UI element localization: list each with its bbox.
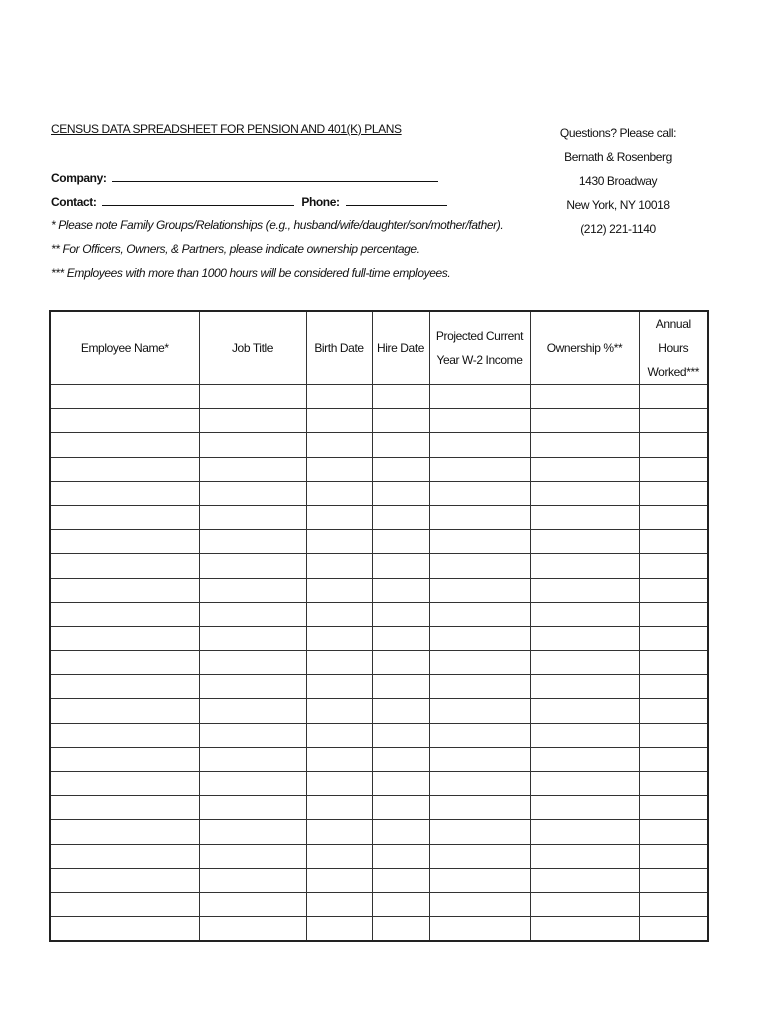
table-cell[interactable] <box>306 820 372 844</box>
table-row <box>50 651 708 675</box>
table-cell[interactable] <box>639 554 708 578</box>
table-cell[interactable] <box>429 699 530 723</box>
company-line <box>51 169 438 186</box>
table-cell[interactable] <box>429 892 530 916</box>
table-cell[interactable] <box>530 917 639 942</box>
table-row <box>50 626 708 650</box>
table-cell[interactable] <box>530 675 639 699</box>
table-cell[interactable] <box>199 409 306 433</box>
table-cell[interactable] <box>306 481 372 505</box>
table-cell[interactable] <box>429 723 530 747</box>
table-cell[interactable] <box>306 409 372 433</box>
table-cell[interactable] <box>530 626 639 650</box>
table-cell[interactable] <box>50 723 199 747</box>
table-row <box>50 578 708 602</box>
table-cell[interactable] <box>372 554 429 578</box>
table-row <box>50 554 708 578</box>
table-cell[interactable] <box>199 457 306 481</box>
table-cell[interactable] <box>639 626 708 650</box>
table-cell[interactable] <box>199 602 306 626</box>
table-cell[interactable] <box>429 651 530 675</box>
table-cell[interactable] <box>530 892 639 916</box>
table-cell[interactable] <box>530 868 639 892</box>
table-cell[interactable] <box>639 409 708 433</box>
company-label: Company: <box>51 171 107 185</box>
phone-label: Phone: <box>301 195 340 209</box>
table-cell[interactable] <box>50 626 199 650</box>
table-cell[interactable] <box>530 747 639 771</box>
table-cell[interactable] <box>530 723 639 747</box>
table-cell[interactable] <box>372 457 429 481</box>
table-cell[interactable] <box>372 651 429 675</box>
table-cell[interactable] <box>306 917 372 942</box>
table-cell[interactable] <box>199 578 306 602</box>
table-cell[interactable] <box>530 457 639 481</box>
table-cell[interactable] <box>199 481 306 505</box>
table-cell[interactable] <box>199 433 306 457</box>
table-cell[interactable] <box>372 917 429 942</box>
table-cell[interactable] <box>199 917 306 942</box>
table-cell[interactable] <box>306 505 372 529</box>
table-cell[interactable] <box>530 796 639 820</box>
table-cell[interactable] <box>199 820 306 844</box>
table-cell[interactable] <box>429 772 530 796</box>
table-cell[interactable] <box>199 796 306 820</box>
table-cell[interactable] <box>372 747 429 771</box>
table-cell[interactable] <box>639 796 708 820</box>
phone-field[interactable] <box>346 193 447 206</box>
table-cell[interactable] <box>50 917 199 942</box>
table-cell[interactable] <box>639 457 708 481</box>
table-cell[interactable] <box>50 409 199 433</box>
firm-name: Bernath & Rosenberg <box>564 150 672 164</box>
table-cell[interactable] <box>199 723 306 747</box>
table-cell[interactable] <box>372 409 429 433</box>
table-cell[interactable] <box>530 505 639 529</box>
table-cell[interactable] <box>530 554 639 578</box>
table-cell[interactable] <box>306 699 372 723</box>
col-hire-date: Hire Date <box>372 311 429 385</box>
table-cell[interactable] <box>50 602 199 626</box>
table-cell[interactable] <box>530 602 639 626</box>
table-row <box>50 675 708 699</box>
col-birth-date: Birth Date <box>306 311 372 385</box>
table-cell[interactable] <box>429 844 530 868</box>
table-cell[interactable] <box>50 554 199 578</box>
table-cell[interactable] <box>372 530 429 554</box>
table-cell[interactable] <box>372 796 429 820</box>
table-cell[interactable] <box>530 433 639 457</box>
questions-text: Questions? Please call: <box>559 126 677 140</box>
table-cell[interactable] <box>306 385 372 409</box>
table-cell[interactable] <box>639 844 708 868</box>
note-ownership: ** For Officers, Owners, & Partners, please indicate ownership percentage. <box>51 242 420 256</box>
table-cell[interactable] <box>50 699 199 723</box>
table-cell[interactable] <box>372 699 429 723</box>
table-cell[interactable] <box>306 457 372 481</box>
table-cell[interactable] <box>372 578 429 602</box>
table-cell[interactable] <box>199 699 306 723</box>
table-row <box>50 844 708 868</box>
table-cell[interactable] <box>639 747 708 771</box>
table-cell[interactable] <box>639 772 708 796</box>
col-ownership: Ownership %** <box>530 311 639 385</box>
table-cell[interactable] <box>50 530 199 554</box>
table-cell[interactable] <box>306 626 372 650</box>
table-cell[interactable] <box>50 844 199 868</box>
table-row <box>50 530 708 554</box>
table-cell[interactable] <box>372 820 429 844</box>
table-cell[interactable] <box>530 409 639 433</box>
table-cell[interactable] <box>639 385 708 409</box>
table-cell[interactable] <box>429 433 530 457</box>
table-cell[interactable] <box>639 505 708 529</box>
table-cell[interactable] <box>429 602 530 626</box>
table-cell[interactable] <box>372 505 429 529</box>
table-row <box>50 820 708 844</box>
table-cell[interactable] <box>306 844 372 868</box>
table-cell[interactable] <box>639 530 708 554</box>
table-cell[interactable] <box>372 868 429 892</box>
table-cell[interactable] <box>306 796 372 820</box>
table-cell[interactable] <box>199 554 306 578</box>
table-cell[interactable] <box>639 433 708 457</box>
table-cell[interactable] <box>429 626 530 650</box>
contact-block <box>548 121 688 241</box>
table-cell[interactable] <box>639 892 708 916</box>
table-row <box>50 505 708 529</box>
table-cell[interactable] <box>372 433 429 457</box>
table-cell[interactable] <box>50 675 199 699</box>
table-cell[interactable] <box>429 917 530 942</box>
table-cell[interactable] <box>306 723 372 747</box>
table-cell[interactable] <box>199 747 306 771</box>
table-cell[interactable] <box>306 772 372 796</box>
table-cell[interactable] <box>530 385 639 409</box>
contact-field[interactable] <box>102 193 294 206</box>
table-cell[interactable] <box>372 844 429 868</box>
table-cell[interactable] <box>50 505 199 529</box>
table-cell[interactable] <box>199 385 306 409</box>
table-row <box>50 602 708 626</box>
table-row <box>50 457 708 481</box>
table-row <box>50 385 708 409</box>
phone-number: (212) 221-1140 <box>580 222 656 236</box>
table-cell[interactable] <box>306 747 372 771</box>
note-family-groups: * Please note Family Groups/Relationships (e.g., husband/wife/daughter/son/mother/father). <box>51 218 504 232</box>
table-cell[interactable] <box>429 675 530 699</box>
table-cell[interactable] <box>429 868 530 892</box>
table-cell[interactable] <box>429 481 530 505</box>
table-cell[interactable] <box>199 772 306 796</box>
table-cell[interactable] <box>199 530 306 554</box>
table-cell[interactable] <box>639 578 708 602</box>
table-cell[interactable] <box>306 651 372 675</box>
street-address: 1430 Broadway <box>578 174 658 188</box>
table-row <box>50 481 708 505</box>
table-cell[interactable] <box>50 651 199 675</box>
table-cell[interactable] <box>50 868 199 892</box>
table-cell[interactable] <box>50 457 199 481</box>
table-cell[interactable] <box>429 747 530 771</box>
table-cell[interactable] <box>639 723 708 747</box>
table-cell[interactable] <box>429 385 530 409</box>
table-cell[interactable] <box>530 772 639 796</box>
table-cell[interactable] <box>50 433 199 457</box>
table-cell[interactable] <box>429 578 530 602</box>
table-body <box>50 385 708 942</box>
col-projected-income: Projected Current Year W-2 Income <box>429 311 530 385</box>
table-row <box>50 723 708 747</box>
table-cell[interactable] <box>530 820 639 844</box>
census-table <box>49 310 709 942</box>
contact-line <box>51 193 447 210</box>
table-cell[interactable] <box>199 675 306 699</box>
table-cell[interactable] <box>199 626 306 650</box>
table-cell[interactable] <box>306 602 372 626</box>
table-cell[interactable] <box>50 747 199 771</box>
table-row <box>50 868 708 892</box>
table-row <box>50 747 708 771</box>
table-cell[interactable] <box>50 385 199 409</box>
table-cell[interactable] <box>639 481 708 505</box>
table-cell[interactable] <box>429 554 530 578</box>
table-cell[interactable] <box>639 917 708 942</box>
table-cell[interactable] <box>429 820 530 844</box>
table-cell[interactable] <box>306 530 372 554</box>
table-cell[interactable] <box>530 481 639 505</box>
table-row <box>50 433 708 457</box>
table-cell[interactable] <box>50 772 199 796</box>
table-cell[interactable] <box>372 626 429 650</box>
table-cell[interactable] <box>639 699 708 723</box>
table-cell[interactable] <box>50 796 199 820</box>
col-annual-hours: Annual Hours Worked*** <box>639 311 708 385</box>
table-cell[interactable] <box>530 530 639 554</box>
note-full-time: *** Employees with more than 1000 hours will be considered full-time employees. <box>51 266 451 280</box>
table-cell[interactable] <box>50 481 199 505</box>
company-field[interactable] <box>112 169 438 182</box>
table-cell[interactable] <box>372 385 429 409</box>
table-cell[interactable] <box>306 892 372 916</box>
table-cell[interactable] <box>530 699 639 723</box>
table-cell[interactable] <box>50 892 199 916</box>
table-cell[interactable] <box>372 602 429 626</box>
col-employee-name: Employee Name* <box>50 311 199 385</box>
table-cell[interactable] <box>306 433 372 457</box>
table-cell[interactable] <box>50 820 199 844</box>
table-row <box>50 892 708 916</box>
table-cell[interactable] <box>306 675 372 699</box>
table-cell[interactable] <box>530 578 639 602</box>
table-header-row <box>50 311 708 385</box>
table-cell[interactable] <box>429 505 530 529</box>
table-cell[interactable] <box>50 578 199 602</box>
table-row <box>50 699 708 723</box>
table-cell[interactable] <box>372 723 429 747</box>
col-job-title: Job Title <box>199 311 306 385</box>
table-cell[interactable] <box>306 868 372 892</box>
table-row <box>50 772 708 796</box>
table-cell[interactable] <box>199 868 306 892</box>
table-cell[interactable] <box>639 602 708 626</box>
table-cell[interactable] <box>199 892 306 916</box>
table-cell[interactable] <box>372 675 429 699</box>
table-cell[interactable] <box>372 481 429 505</box>
table-row <box>50 409 708 433</box>
table-cell[interactable] <box>639 868 708 892</box>
table-cell[interactable] <box>429 409 530 433</box>
table-cell[interactable] <box>199 651 306 675</box>
table-cell[interactable] <box>429 796 530 820</box>
form-title: CENSUS DATA SPREADSHEET FOR PENSION AND 401(K) PLANS <box>51 122 402 136</box>
table-cell[interactable] <box>530 844 639 868</box>
table-cell[interactable] <box>372 772 429 796</box>
table-row <box>50 917 708 942</box>
city-state-zip: New York, NY 10018 <box>566 198 670 212</box>
table-cell[interactable] <box>429 530 530 554</box>
table-cell[interactable] <box>639 651 708 675</box>
contact-label: Contact: <box>51 195 97 209</box>
table-cell[interactable] <box>306 554 372 578</box>
table-cell[interactable] <box>639 675 708 699</box>
table-cell[interactable] <box>530 651 639 675</box>
table-cell[interactable] <box>639 820 708 844</box>
table-row <box>50 796 708 820</box>
table-cell[interactable] <box>199 505 306 529</box>
table-cell[interactable] <box>199 844 306 868</box>
table-cell[interactable] <box>429 457 530 481</box>
table-cell[interactable] <box>372 892 429 916</box>
table-cell[interactable] <box>306 578 372 602</box>
